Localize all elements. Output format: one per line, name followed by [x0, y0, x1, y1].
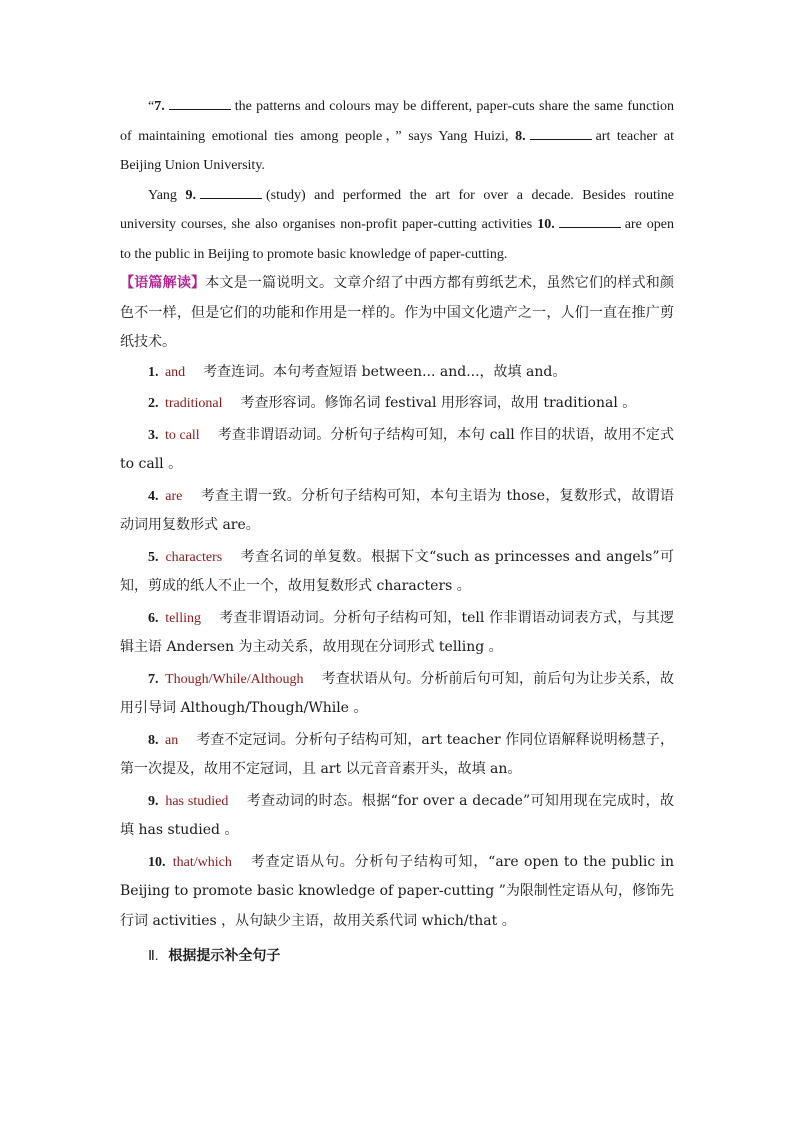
answer-item	[120, 787, 674, 846]
answer-explanation: 考查状语从句。分析前后句可知，前后句为让步关系，故用引导词 Although/Though/While 。	[120, 670, 675, 716]
answer-number: 8.	[148, 732, 159, 748]
blank-9	[200, 184, 262, 199]
answer-explanation: 考查动词的时态。根据“for over a decade”可知用现在完成时，故填 has studied 。	[120, 792, 675, 838]
answer-list	[120, 358, 674, 937]
answer-item	[120, 848, 674, 937]
section-number: Ⅱ.	[148, 949, 159, 964]
answer-item	[120, 665, 674, 724]
answer-number: 5.	[148, 549, 159, 565]
answer-value: Though/While/Although	[165, 671, 304, 687]
answer-explanation: 考查不定冠词。分析句子结构可知，art teacher 作同位语解释说明杨慧子，第一次提及，故用不定冠词，且 art 以元音音素开头，故填 an。	[120, 731, 674, 777]
answer-explanation: 考查连词。本句考查短语 between... and...，故填 and。	[203, 363, 567, 380]
answer-value: traditional	[164, 396, 223, 411]
answer-value: that/which	[172, 854, 232, 870]
answer-number: 6.	[148, 610, 159, 626]
answer-explanation: 考查名词的单复数。根据下文“such as princesses and angels”可知，剪成的纸人不止一个，故用复数形式 characters 。	[120, 548, 674, 594]
answer-explanation: 考查非谓语动词。分析句子结构可知，本句 call 作目的状语，故用不定式 to call 。	[120, 426, 674, 472]
answer-item	[120, 358, 674, 388]
open-quote: “	[148, 99, 155, 114]
section-title: 根据提示补全句子	[168, 948, 281, 964]
answer-explanation: 考查定语从句。分析句子结构可知，“are open to the public in Beijing to promote basic knowledge of paper-cutting ”为限制性定语从句，修饰先行词 activities ，从句缺少主语，故用关系代词 which/that 。	[120, 853, 675, 929]
answer-value: an	[165, 732, 179, 748]
blank-number-8: 8.	[515, 128, 526, 144]
answer-item	[120, 543, 674, 602]
answer-explanation: 考查非谓语动词。分析句子结构可知，tell 作非谓语动词表方式，与其逻辑主语 Andersen 为主动关系，故用现在分词形式 telling 。	[120, 609, 674, 655]
answer-item	[120, 421, 674, 480]
passage-paragraph-2	[120, 181, 674, 270]
blank-10	[559, 213, 621, 228]
answer-number: 4.	[148, 488, 159, 504]
answer-value: characters	[165, 549, 223, 565]
answer-number: 3.	[148, 427, 159, 443]
answer-item	[120, 482, 674, 541]
answer-explanation: 考查主谓一致。分析句子结构可知，本句主语为 those，复数形式，故谓语动词用复数形式 are。	[120, 487, 675, 533]
passage-text: are open to the public in Beijing to promote basic knowledge of paper-cutting.	[120, 217, 674, 262]
blank-8	[530, 125, 592, 140]
answer-value: telling	[165, 610, 201, 626]
answer-number: 7.	[148, 671, 159, 687]
answer-number: 2.	[148, 396, 159, 411]
blank-number-10: 10.	[537, 217, 555, 232]
answer-item	[120, 604, 674, 663]
section-heading	[120, 942, 674, 972]
blank-number-7: 7.	[154, 99, 165, 114]
answer-value: has studied	[165, 793, 229, 809]
passage-text: (study) and performed the art for over a decade. Besides routine university courses, she also organises non‑profit paper‑cutting activities	[120, 187, 675, 232]
answer-number: 10.	[148, 854, 166, 870]
passage-text: art teacher at Beijing Union University.	[120, 128, 675, 173]
answer-value: are	[165, 488, 183, 504]
answer-explanation: 考查形容词。修饰名词 festival 用形容词，故用 traditional 。	[240, 395, 637, 411]
analysis-text: 本文是一篇说明文。文章介绍了中西方都有剪纸艺术，虽然它们的样式和颜色不一样，但是它们的功能和作用是一样的。作为中国文化遗产之一，人们一直在推广剪纸技术。	[120, 275, 675, 350]
blank-7	[169, 95, 231, 110]
document-page	[120, 92, 674, 972]
answer-number: 1.	[148, 364, 159, 380]
blank-number-9: 9.	[185, 187, 196, 203]
answer-value: and	[164, 364, 186, 380]
passage-analysis	[120, 269, 674, 358]
passage-paragraph-1	[120, 92, 674, 181]
passage-text: Yang	[148, 187, 177, 203]
answer-item	[120, 389, 674, 419]
analysis-tag: 【语篇解读】	[120, 275, 206, 291]
passage-text: the patterns and colours may be different, paper‑cuts share the same function of maintaining emotional ties among people，” says Yang Huizi,	[120, 99, 674, 144]
answer-value: to call	[165, 427, 200, 443]
answer-number: 9.	[148, 793, 159, 809]
answer-item	[120, 726, 674, 785]
